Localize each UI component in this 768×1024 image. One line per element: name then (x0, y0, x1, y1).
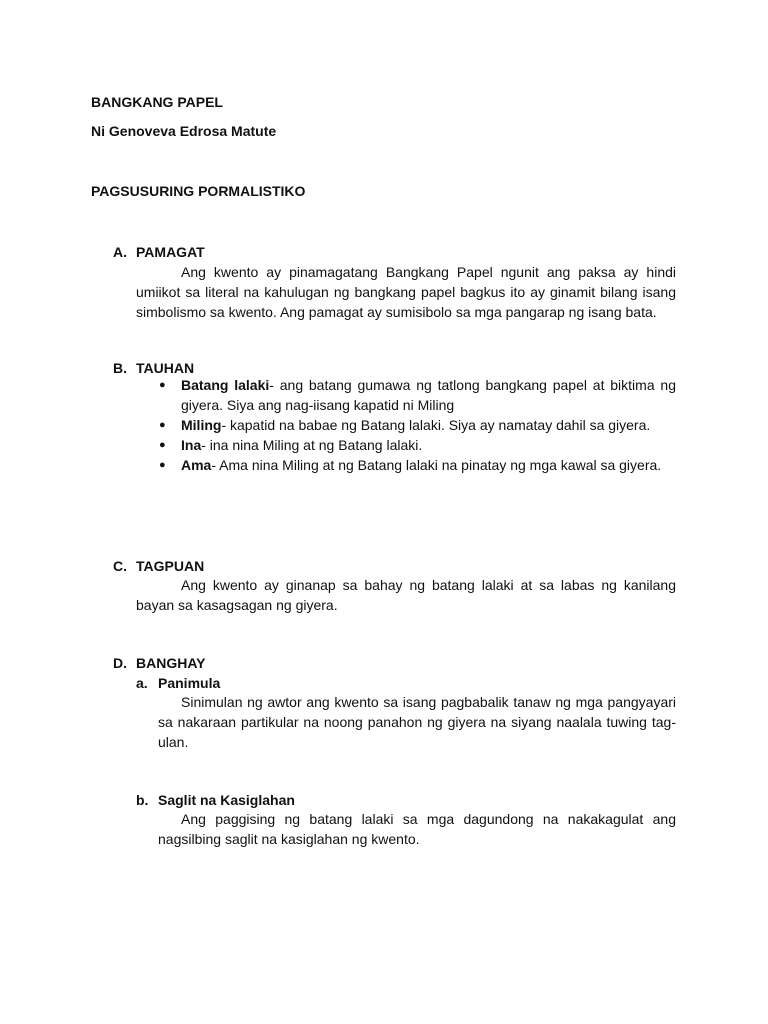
section-title: TAGPUAN (136, 558, 205, 574)
tauhan-list (158, 375, 676, 475)
section-letter: A. (113, 244, 127, 260)
section-heading-banghay (113, 653, 206, 673)
section-letter: C. (113, 558, 127, 574)
document-author: Ni Genoveva Edrosa Matute (91, 123, 277, 139)
subsection-heading-panimula (136, 673, 220, 693)
panimula-paragraph: Sinimulan ng awtor ang kwento sa isang pagbabalik tanaw ng mga pangyayari sa nakaraan partikular na noong panahon ng giyera na siyang naalala tuwing tag-ulan. (158, 694, 676, 750)
list-item (158, 455, 676, 475)
document-title: BANGKANG PAPEL (91, 94, 223, 110)
list-item (158, 435, 676, 455)
tagpuan-paragraph: Ang kwento ay ginanap sa bahay ng batang lalaki at sa labas ng kanilang bayan sa kasagsagan ng giyera. (136, 577, 676, 613)
subsection-letter: b. (136, 792, 149, 808)
character-name: Batang lalaki (181, 377, 270, 393)
character-description: - ang batang gumawa ng tatlong bangkang papel at biktima ng giyera. Siya ang nag-iisang kapatid ni Miling (181, 377, 676, 413)
section-title: PAMAGAT (136, 244, 205, 260)
subsection-letter: a. (136, 675, 148, 691)
subsection-heading-saglit-na-kasiglahan (136, 790, 295, 810)
section-title: BANGHAY (136, 655, 206, 671)
bullet-icon: ● (159, 439, 166, 451)
bullet-icon: ● (159, 419, 166, 431)
character-name: Ina (181, 437, 202, 453)
bullet-icon: ● (159, 379, 166, 391)
character-description: - Ama nina Miling at ng Batang lalaki na pinatay ng mga kawal sa giyera. (211, 457, 662, 473)
character-description: - kapatid na babae ng Batang lalaki. Siya ay namatay dahil sa giyera. (221, 417, 651, 433)
saglit-na-kasiglahan-paragraph: Ang paggising ng batang lalaki sa mga dagundong na nakakagulat ang nagsilbing saglit na kasiglahan ng kwento. (158, 811, 676, 847)
list-item (158, 375, 676, 415)
character-name: Miling (181, 417, 222, 433)
subsection-title: Saglit na Kasiglahan (158, 792, 295, 808)
section-heading-pamagat (113, 242, 205, 262)
section-letter: B. (113, 360, 127, 376)
section-letter: D. (113, 655, 127, 671)
bullet-icon: ● (159, 459, 166, 471)
list-item (158, 415, 676, 435)
pamagat-paragraph: Ang kwento ay pinamagatang Bangkang Papel ngunit ang paksa ay hindi umiikot sa literal na kahulugan ng bangkang papel bagkus ito ay ginamit bilang isang simbolismo sa kwento. Ang pamagat ay sumisibolo sa mga pangarap ng isang bata. (136, 264, 676, 320)
section-heading-tagpuan (113, 556, 204, 576)
character-name: Ama (181, 457, 212, 473)
section-title: TAUHAN (136, 360, 195, 376)
character-description: - ina nina Miling at ng Batang lalaki. (201, 437, 423, 453)
analysis-heading: PAGSUSURING PORMALISTIKO (91, 183, 306, 199)
subsection-title: Panimula (158, 675, 221, 691)
